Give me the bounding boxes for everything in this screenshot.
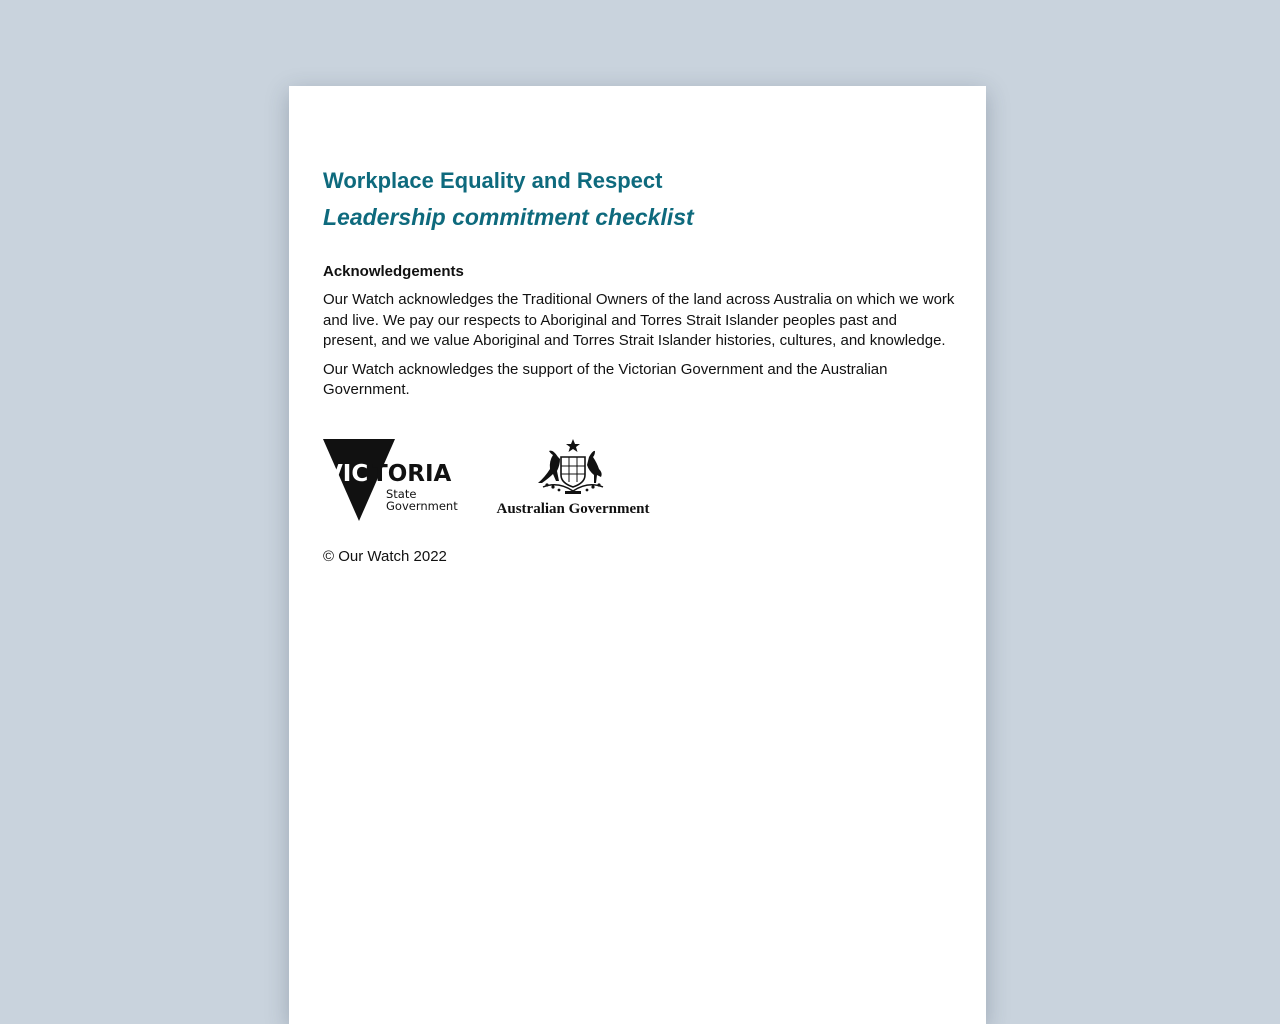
acknowledgements-heading: Acknowledgements (323, 263, 464, 280)
victoria-wordmark: TORIA (372, 460, 452, 487)
australian-government-wordmark: Australian Government (496, 500, 650, 517)
victoria-logo-line-government: Government (386, 498, 458, 513)
document-subtitle: Leadership commitment checklist (323, 204, 694, 230)
australian-government-logo (493, 437, 653, 523)
government-logos (323, 439, 955, 525)
document-title: Workplace Equality and Respect (323, 168, 663, 193)
acknowledgement-paragraph-support: Our Watch acknowledges the support of the Victorian Government and the Australian Government. (323, 360, 888, 398)
victoria-state-government-logo (323, 439, 468, 521)
victoria-logo-line-state: State (386, 486, 417, 501)
australian-coat-of-arms-icon (523, 437, 623, 497)
victoria-wordmark-inner: VIC (325, 460, 369, 487)
copyright-notice: © Our Watch 2022 (323, 547, 447, 565)
acknowledgement-paragraph-country: Our Watch acknowledges the Traditional Owners of the land across Australia on which we work and live. We pay our respects to Aboriginal and Torres Strait Islander peoples past and present, and we value Aboriginal and Torres Strait Islander histories, cultures, and knowledge. (323, 291, 955, 349)
document-content (323, 166, 955, 567)
document-page (289, 86, 986, 1024)
